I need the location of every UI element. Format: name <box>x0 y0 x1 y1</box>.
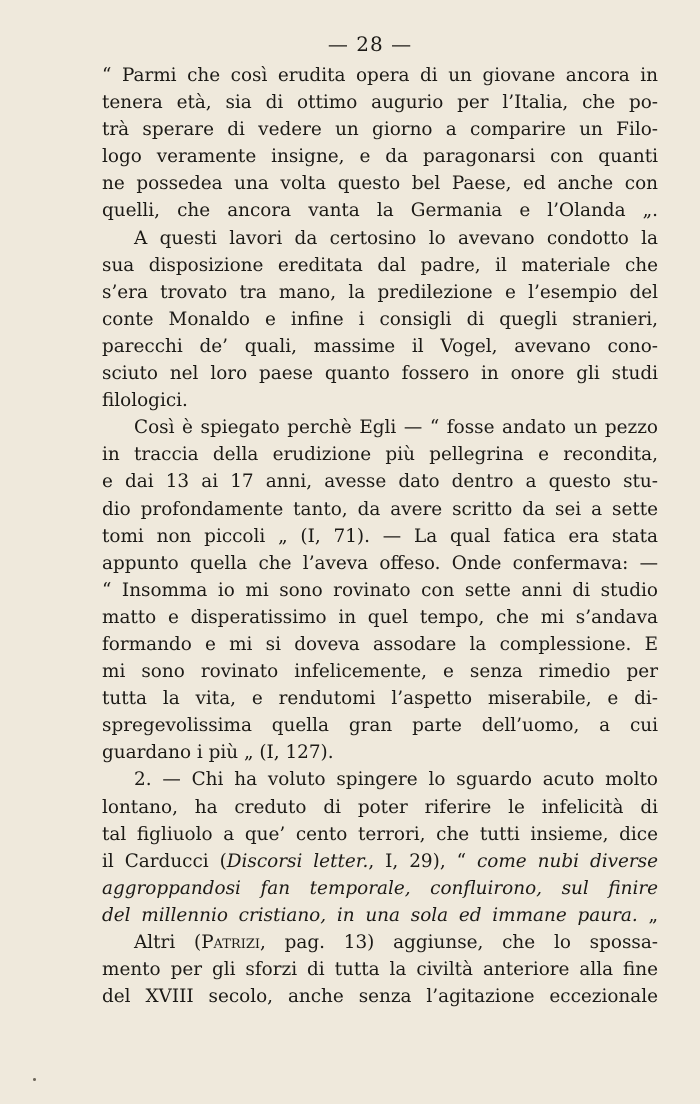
italic-segment: del millennio cristiano, in una sola ed immane paura. <box>102 904 638 926</box>
text-segment: , pag. 13) aggiunse, che lo spossa- <box>260 932 659 953</box>
text-line: “ Parmi che così erudita opera di un giovane ancora in <box>102 65 658 86</box>
italic-segment: come nubi diverse <box>476 850 658 872</box>
text-line <box>102 902 658 929</box>
text-line: tenera età, sia di ottimo augurio per l’Italia, che po- <box>102 92 658 114</box>
text-line: parecchi de’ quali, massime il Vogel, avevano cono- <box>102 335 658 357</box>
text-segment: „ <box>637 904 658 926</box>
text-line: mento per gli sforzi di tutta la civiltà anteriore alla fine <box>102 959 658 981</box>
text-line: mi sono rovinato infelicemente, e senza rimedio per <box>102 661 658 683</box>
body-text <box>102 62 658 1010</box>
text-segment: , I, 29), “ <box>368 850 477 872</box>
text-line: guardano i più „ (I, 127). <box>102 742 334 764</box>
text-line: Così è spiegato perchè Egli — “ fosse andato un pezzo <box>134 417 658 439</box>
text-segment: il Carducci ( <box>102 850 227 872</box>
text-line: lontano, ha creduto di poter riferire le infelicità di <box>102 796 658 818</box>
text-line: conte Monaldo e infine i consigli di quegli stranieri, <box>102 308 658 330</box>
text-line: ne possedea una volta questo bel Paese, ed anche con <box>102 173 658 195</box>
text-line: del XVIII secolo, anche senza l’agitazione eccezionale <box>102 986 658 1008</box>
text-line: logo veramente insigne, e da paragonarsi con quanti <box>102 146 658 168</box>
text-line: e dai 13 ai 17 anni, avesse dato dentro a questo stu- <box>102 471 658 493</box>
text-line <box>102 929 658 956</box>
text-line: s’era trovato tra mano, la predilezione e l’esempio del <box>102 281 658 303</box>
text-line: appunto quella che l’aveva offeso. Onde confermava: — <box>102 552 658 574</box>
text-line: “ Insomma io mi sono rovinato con sette anni di studio <box>102 579 658 601</box>
page-number: — 28 — <box>327 32 413 56</box>
small-caps-segment: Patrizi <box>201 932 261 953</box>
text-line: matto e disperatissimo in quel tempo, che mi s’andava <box>102 606 658 628</box>
text-line <box>102 848 658 875</box>
text-line: 2. — Chi ha voluto spingere lo sguardo acuto molto <box>134 769 658 791</box>
text-line: spregevolissima quella gran parte dell’uomo, a cui <box>102 715 658 737</box>
text-line: formando e mi si doveva assodare la complessione. E <box>102 633 658 655</box>
text-line: trà sperare di vedere un giorno a comparire un Filo- <box>102 119 658 141</box>
paper-speck <box>33 1078 36 1081</box>
text-line: tal figliuolo a que’ cento terrori, che tutti insieme, dice <box>102 823 658 845</box>
text-segment: Altri ( <box>134 932 202 953</box>
text-line: filologici. <box>102 390 188 412</box>
text-line: sua disposizione ereditata dal padre, il materiale che <box>102 254 658 276</box>
text-line: sciuto nel loro paese quanto fossero in onore gli studi <box>102 363 658 385</box>
text-line: in traccia della erudizione più pellegrina e recondita, <box>102 444 658 466</box>
text-line: quelli, che ancora vanta la Germania e l’Olanda „. <box>102 200 658 222</box>
text-line: dio profondamente tanto, da avere scritto da sei a sette <box>102 498 658 520</box>
text-line: aggroppandosi fan temporale, confluirono, sul finire <box>102 877 658 899</box>
italic-segment: Discorsi letter. <box>226 850 369 872</box>
text-line: tutta la vita, e rendutomi l’aspetto miserabile, e di- <box>102 688 658 710</box>
text-line: tomi non piccoli „ (I, 71). — La qual fatica era stata <box>102 525 658 547</box>
text-line: A questi lavori da certosino lo avevano condotto la <box>134 227 658 249</box>
